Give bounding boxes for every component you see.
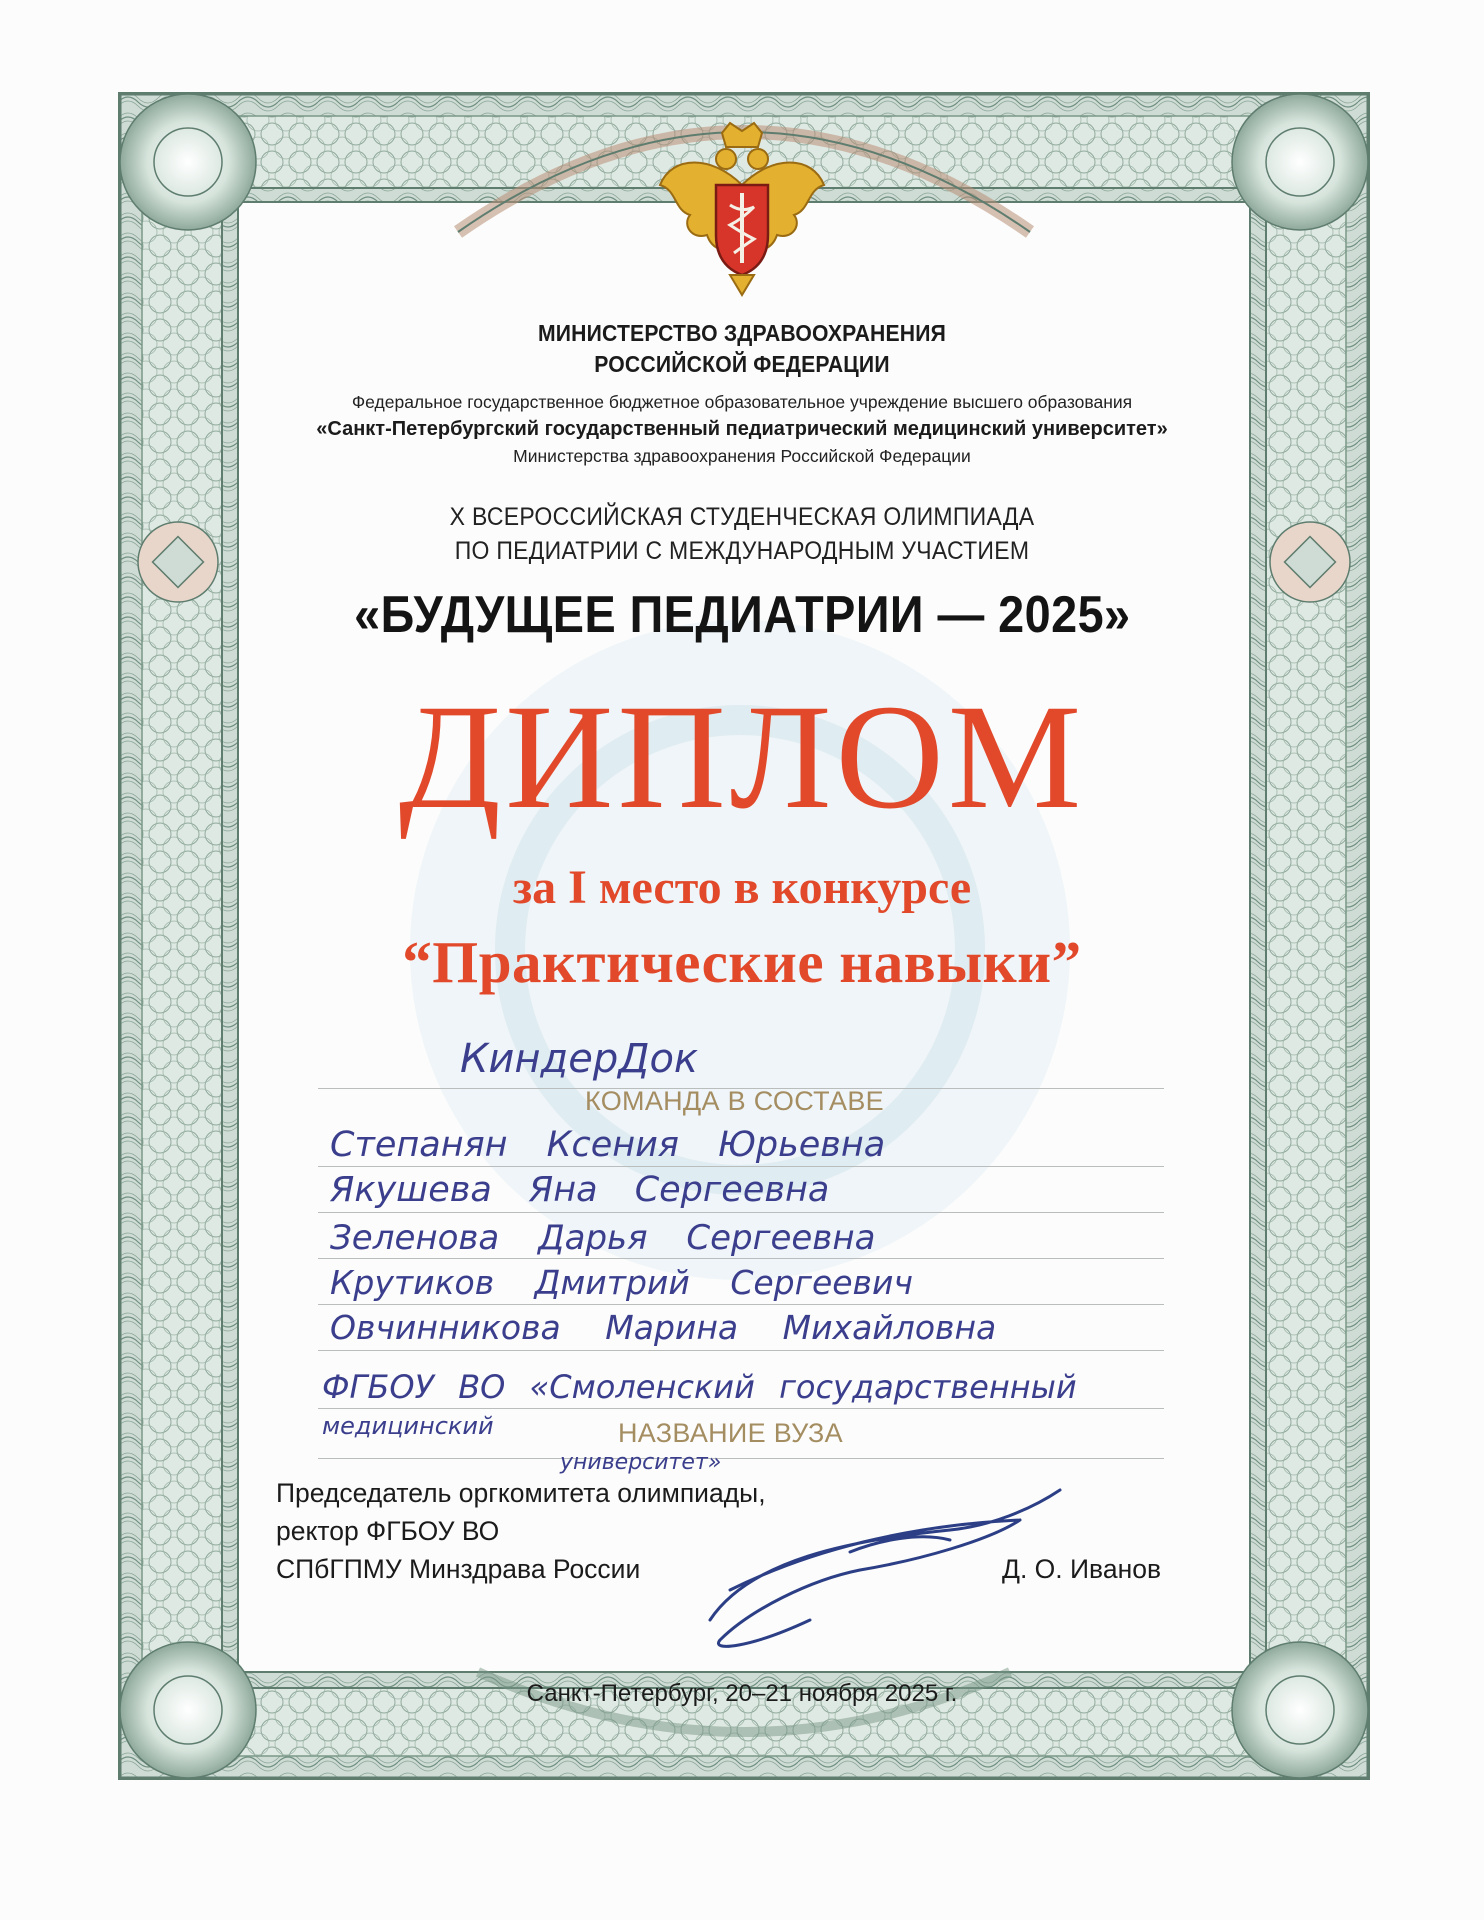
ministry-line-2: РОССИЙСКОЙ ФЕДЕРАЦИИ	[594, 351, 890, 377]
olympiad-description	[0, 500, 1484, 568]
university-name-line-1: ФГБОУ ВО «Смоленский государственный	[322, 1368, 1077, 1406]
team-name: КиндерДок	[460, 1036, 699, 1082]
member-line-4	[318, 1304, 1164, 1305]
team-member: Овчинникова Марина Михайловна	[330, 1308, 997, 1347]
member-line-5	[318, 1350, 1164, 1351]
member-line-2	[318, 1212, 1164, 1213]
university-line-2	[318, 1458, 1164, 1459]
event-title	[0, 585, 1484, 645]
team-member: Зеленова Дарья Сергеевна	[330, 1218, 876, 1258]
city-date: Санкт-Петербург, 20–21 ноября 2025 г.	[526, 1680, 958, 1707]
signatory-name: Д. О. Иванов	[1002, 1554, 1162, 1584]
member-line-3	[318, 1258, 1164, 1259]
university-caption: НАЗВАНИЕ ВУЗА	[618, 1418, 843, 1448]
award-place: за I место в конкурсе	[512, 861, 972, 914]
ministry-name	[0, 318, 1484, 380]
university-line-1	[318, 1408, 1164, 1409]
olympiad-line-2: ПО ПЕДИАТРИИ С МЕЖДУНАРОДНЫМ УЧАСТИЕМ	[454, 537, 1030, 565]
contest-name: “Практические навыки”	[402, 929, 1082, 995]
ministry-line-1: МИНИСТЕРСТВО ЗДРАВООХРАНЕНИЯ	[537, 320, 947, 346]
team-member: Крутиков Дмитрий Сергеевич	[330, 1263, 913, 1302]
team-member: Якушева Яна Сергеевна	[330, 1170, 830, 1210]
team-member: Степанян Ксения Юрьевна	[330, 1125, 886, 1165]
university-name-line-3: университет»	[560, 1450, 722, 1475]
institution-type: Федеральное государственное бюджетное образовательное учреждение высшего образования	[351, 392, 1133, 412]
signatory-position-line-3: СПбГПМУ Минздрава России	[276, 1554, 641, 1584]
signatory-position-line-2: ректор ФГБОУ ВО	[276, 1516, 500, 1546]
signatory-position-line-1: Председатель оргкомитета олимпиады,	[276, 1478, 766, 1508]
institution-name: «Санкт-Петербургский государственный педиатрический медицинский университет»	[316, 418, 1168, 440]
olympiad-line-1: X ВСЕРОССИЙСКАЯ СТУДЕНЧЕСКАЯ ОЛИМПИАДА	[449, 503, 1035, 531]
university-name-line-2: медицинский	[322, 1412, 494, 1440]
diploma-title: ДИПЛОМ	[398, 674, 1086, 840]
ministry-emblem-icon	[652, 115, 832, 305]
team-caption: КОМАНДА В СОСТАВЕ	[585, 1086, 884, 1116]
event-title-text: «БУДУЩЕЕ ПЕДИАТРИИ — 2025»	[353, 586, 1131, 644]
institution-ministry: Министерства здравоохранения Российской Федерации	[513, 446, 971, 466]
member-line-1	[318, 1166, 1164, 1167]
